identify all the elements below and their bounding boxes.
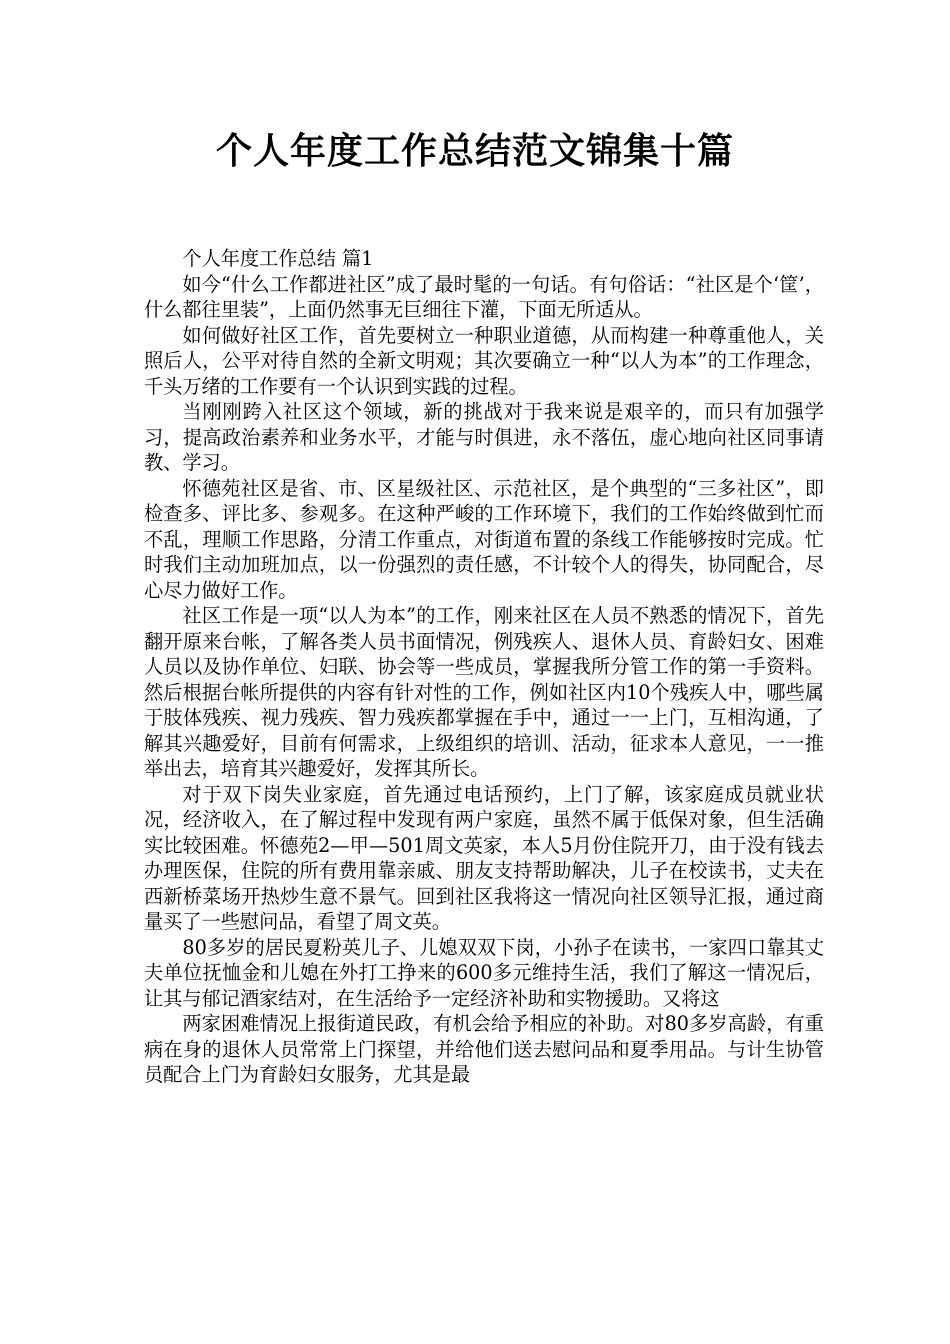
paragraph-5: 社区工作是一项“以人为本”的工作，刚来社区在人员不熟悉的情况下，首先翻开原来台帐，了解各类人员书面情况，例残疾人、退休人员、育龄妇女、困难人员以及协作单位、妇联、协会等一些成员，掌握我所分管工作的第一手资料。然后根据台帐所提供的内容有针对性的工作，例如社区内10个残疾人中，哪些属于肢体残疾、视力残疾、智力残疾都掌握在手中，通过一一上门，互相沟通，了解其兴趣爱好，目前有何需求，上级组织的培训、活动，征求本人意见，一一推举出去，培育其兴趣爱好，发挥其所长。 — [144, 604, 824, 780]
paragraph-4: 怀德苑社区是省、市、区星级社区、示范社区，是个典型的“三多社区”，即检查多、评比多、参观多。在这种严峻的工作环境下，我们的工作始终做到忙而不乱，理顺工作思路，分清工作重点，对街道布置的条线工作能够按时完成。忙时我们主动加班加点，以一份强烈的责任感，不计较个人的得失，协同配合，尽心尽力做好工作。 — [144, 476, 824, 602]
paragraph-6: 对于双下岗失业家庭，首先通过电话预约，上门了解，该家庭成员就业状况，经济收入，在了解过程中发现有两户家庭，虽然不属于低保对象，但生活确实比较困难。怀德苑2—甲—501周文英家，本人5月份住院开刀，由于没有钱去办理医保，住院的所有费用靠亲戚、朋友支持帮助解决，儿子在校读书，丈夫在西新桥菜场开热炒生意不景气。回到社区我将这一情况向社区领导汇报，通过商量买了一些慰问品，看望了周文英。 — [144, 782, 824, 933]
paragraph-7: 80多岁的居民夏粉英儿子、儿媳双双下岗，小孙子在读书，一家四口靠其丈夫单位抚恤金和儿媳在外打工挣来的600多元维持生活，我们了解这一情况后，让其与郁记酒家结对，在生活给予一定经济补助和实物援助。又将这 — [144, 935, 824, 1010]
document-title: 个人年度工作总结范文锦集十篇 — [215, 131, 734, 172]
paragraph-8: 两家困难情况上报街道民政，有机会给予相应的补助。对80多岁高龄，有重病在身的退休人员常常上门探望，并给他们送去慰问品和夏季用品。与计生协管员配合上门为育龄妇女服务，尤其是最 — [144, 1012, 824, 1086]
paragraph-3: 当刚刚跨入社区这个领域，新的挑战对于我来说是艰辛的，而只有加强学习，提高政治素养和业务水平，才能与时俱进，永不落伍，虚心地向社区同事请教、学习。 — [144, 400, 824, 474]
document-body — [144, 246, 824, 1088]
paragraph-1: 如今“什么工作都进社区”成了最时髦的一句话。有句俗话：“社区是个‘筐’，什么都往里装”，上面仍然事无巨细往下灌，下面无所适从。 — [144, 272, 824, 321]
section-heading: 个人年度工作总结 篇1 — [182, 247, 374, 270]
paragraph-2: 如何做好社区工作，首先要树立一种职业道德，从而构建一种尊重他人，关照后人，公平对待自然的全新文明观；其次要确立一种“以人为本”的工作理念，千头万绪的工作要有一个认识到实践的过程。 — [144, 323, 824, 398]
